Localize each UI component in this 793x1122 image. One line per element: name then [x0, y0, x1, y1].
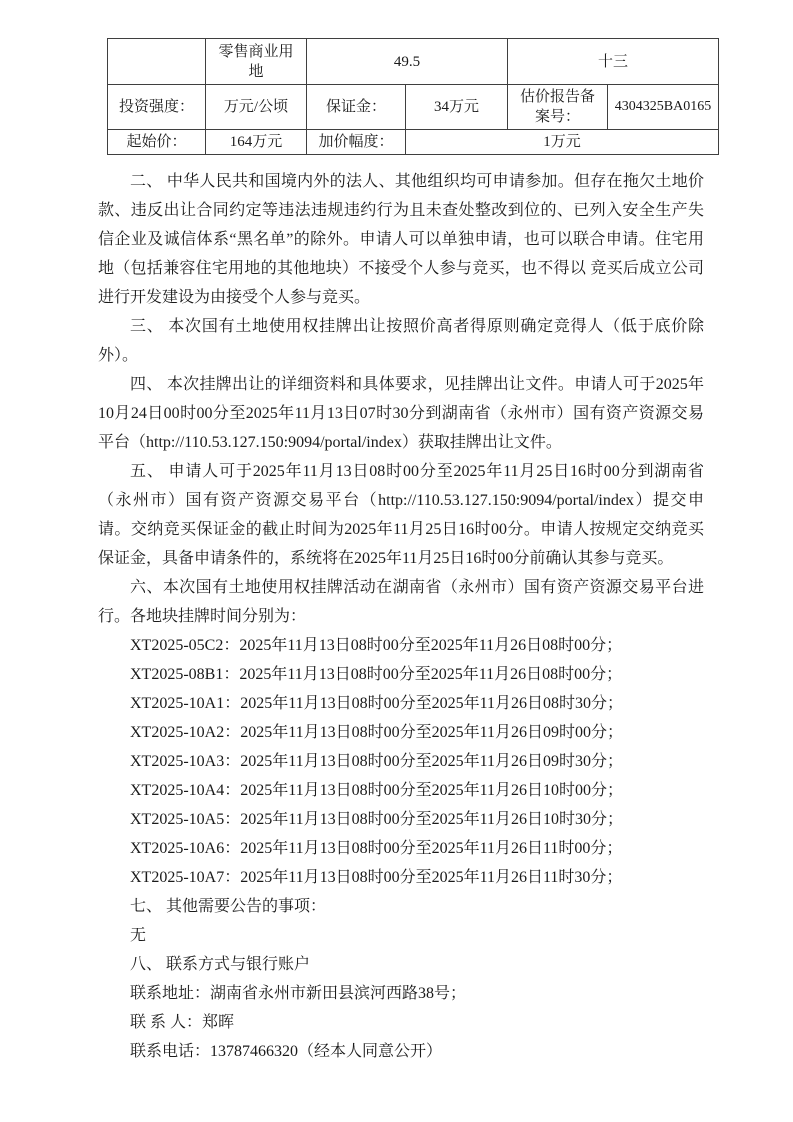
paragraph-section-4: 四、 本次挂牌出让的详细资料和具体要求，见挂牌出让文件。申请人可于2025年10月24日00时00分至2025年11月13日07时30分到湖南省（永州市）国有资产资源交易平台（http://110.53.127.150:9094/portal/index）获取挂牌出让文件。 — [98, 376, 704, 451]
schedule-item: XT2025-05C2：2025年11月13日08时00分至2025年11月26日08时00分； — [130, 637, 623, 654]
cell-increment-value: 1万元 — [406, 130, 719, 155]
contact-phone: 联系电话：13787466320（经本人同意公开） — [130, 1043, 443, 1060]
schedule-item: XT2025-10A3：2025年11月13日08时00分至2025年11月26日09时30分； — [130, 753, 624, 770]
schedule-item: XT2025-10A7：2025年11月13日08时00分至2025年11月26日11时30分； — [130, 869, 623, 886]
table-row-start-price — [108, 130, 719, 155]
cell-investment-intensity-label: 投资强度： — [108, 85, 206, 130]
cell-appraisal-report-number: 4304325BA0165 — [608, 85, 719, 130]
cell-value-thirteen: 十三 — [508, 39, 719, 85]
contact-address: 联系地址：湖南省永州市新田县滨河西路38号； — [130, 985, 467, 1002]
cell-deposit-value: 34万元 — [406, 85, 508, 130]
paragraph-section-2: 二、 中华人民共和国境内外的法人、其他组织均可申请参加。但存在拖欠土地价款、违反出让合同约定等违法违规违约行为且未查处整改到位的、已列入安全生产失信企业及诚信体系“黑名单”的除外。申请人可以单独申请，也可以联合申请。住宅用地（包括兼容住宅用地的其他地块）不接受个人参与竞买，也不得以 竞买后成立公司进行开发建设为由接受个人参与竞买。 — [98, 173, 704, 306]
schedule-item: XT2025-10A6：2025年11月13日08时00分至2025年11月26日11时00分； — [130, 840, 623, 857]
parcel-schedule-list — [98, 631, 704, 892]
cell-deposit-label: 保证金： — [307, 85, 406, 130]
contact-person: 联 系 人：郑晖 — [130, 1014, 235, 1031]
cell-investment-intensity-unit: 万元/公顷 — [206, 85, 307, 130]
cell-value-49-5: 49.5 — [307, 39, 508, 85]
cell-blank — [108, 39, 206, 85]
paragraph-section-6: 六、本次国有土地使用权挂牌活动在湖南省（永州市）国有资产资源交易平台进行。各地块挂牌时间分别为： — [98, 579, 704, 625]
land-parcel-table — [107, 38, 719, 155]
schedule-item: XT2025-10A1：2025年11月13日08时00分至2025年11月26日08时30分； — [130, 695, 624, 712]
paragraph-section-3: 三、 本次国有土地使用权挂牌出让按照价高者得原则确定竞得人（低于底价除外）。 — [98, 318, 704, 364]
section-7-content-none: 无 — [130, 927, 147, 944]
cell-land-use: 零售商业用地 — [206, 39, 307, 85]
section-7-heading: 七、 其他需要公告的事项： — [130, 898, 327, 915]
section-8-heading: 八、 联系方式与银行账户 — [130, 956, 311, 973]
schedule-item: XT2025-08B1：2025年11月13日08时00分至2025年11月26日08时00分； — [130, 666, 623, 683]
cell-increment-label: 加价幅度： — [307, 130, 406, 155]
cell-start-price-value: 164万元 — [206, 130, 307, 155]
schedule-item: XT2025-10A5：2025年11月13日08时00分至2025年11月26日10时30分； — [130, 811, 624, 828]
cell-start-price-label: 起始价： — [108, 130, 206, 155]
paragraph-section-5: 五、 申请人可于2025年11月13日08时00分至2025年11月25日16时00分到湖南省（永州市）国有资产资源交易平台（http://110.53.127.150:9094/portal/index）提交申请。交纳竞买保证金的截止时间为2025年11月25日16时00分。申请人按规定交纳竞买保证金，具备申请条件的，系统将在2025年11月25日16时00分前确认其参与竞买。 — [98, 463, 704, 567]
schedule-item: XT2025-10A2：2025年11月13日08时00分至2025年11月26日09时00分； — [130, 724, 624, 741]
schedule-item: XT2025-10A4：2025年11月13日08时00分至2025年11月26日10时00分； — [130, 782, 624, 799]
announcement-body — [98, 167, 704, 1066]
table-row-investment-deposit — [108, 85, 719, 130]
cell-appraisal-report-label: 估价报告备案号： — [508, 85, 608, 130]
table-row-land-use — [108, 39, 719, 85]
